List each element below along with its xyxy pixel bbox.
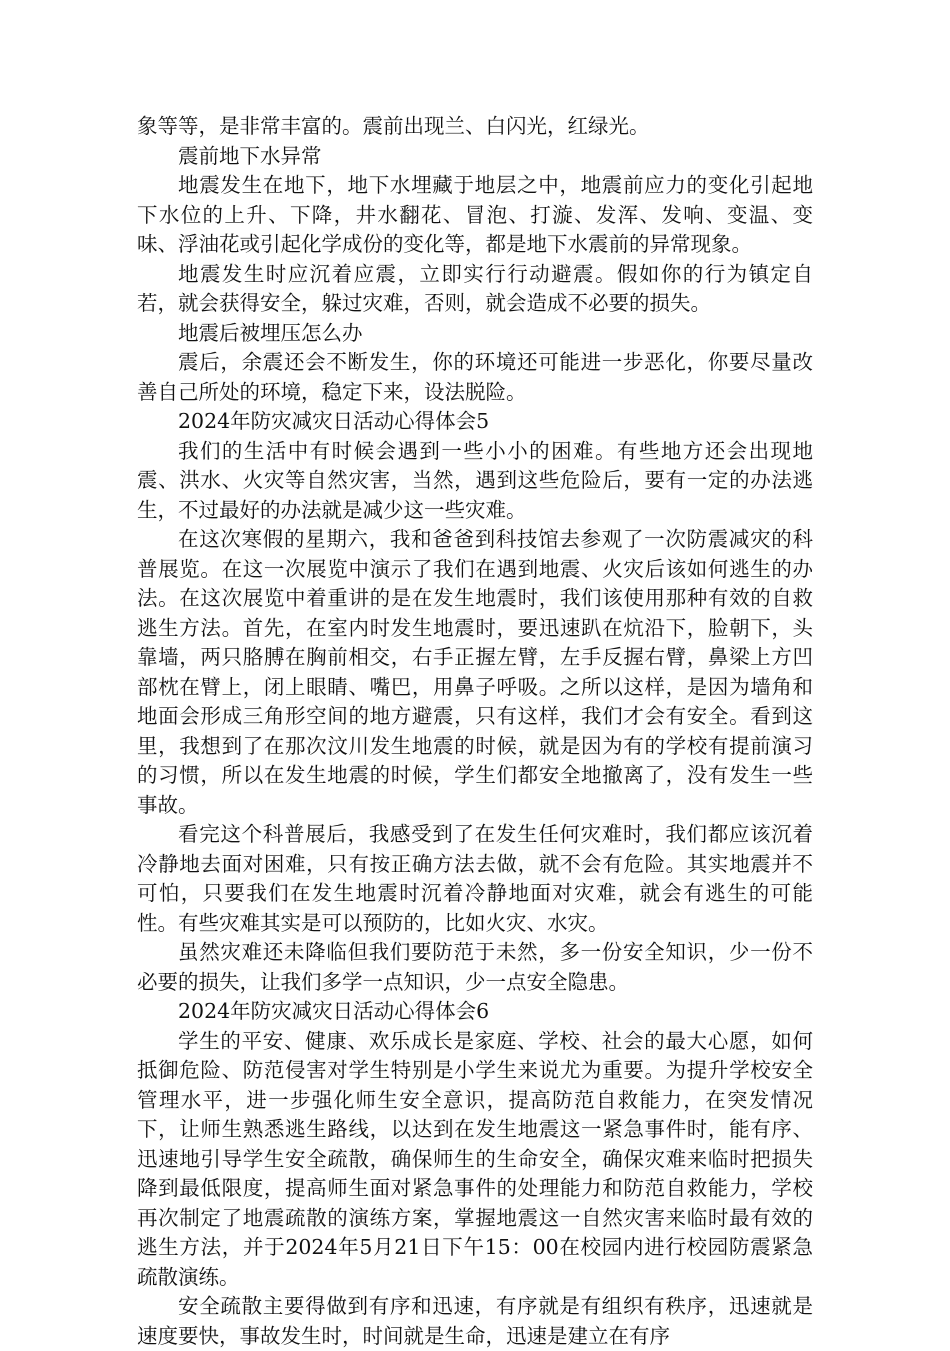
section-heading: 2024年防灾减灾日活动心得体会6 (178, 999, 490, 1023)
section-heading: 地震后被埋压怎么办 (178, 320, 363, 345)
paragraph: 在这次寒假的星期六，我和爸爸到科技馆去参观了一次防震减灾的科普展览。在这一次展览中演示了我们在遇到地震、火灾后该如何逃生的办法。在这次展览中着重讲的是在发生地震时，我们该使用那种有效的自救逃生方法。首先，在室内时发生地震时，要迅速趴在炕沿下，脸朝下，头靠墙，两只胳膊在胸前相交，右手正握左臂，左手反握右臂，鼻梁上方凹部枕在臂上，闭上眼睛、嘴巴，用鼻子呼吸。之所以这样，是因为墙角和地面会形成三角形空间的地方避震，只有这样，我们才会有安全。看到这里，我想到了在那次汶川发生地震的时候，就是因为有的学校有提前演习的习惯，所以在发生地震的时候，学生们都安全地撤离了，没有发生一些事故。 (137, 527, 813, 817)
paragraph: 地震发生时应沉着应震，立即实行行动避震。假如你的行为镇定自若，就会获得安全，躲过灾难，否则，就会造成不必要的损失。 (137, 261, 813, 315)
paragraph: 象等等，是非常丰富的。震前出现兰、白闪光，红绿光。 (137, 114, 650, 138)
paragraph: 震后，余震还会不断发生，你的环境还可能进一步恶化，你要尽量改善自己所处的环境，稳定下来，设法脱险。 (137, 350, 813, 404)
section-heading: 震前地下水异常 (178, 143, 322, 168)
paragraph: 地震发生在地下，地下水埋藏于地层之中，地震前应力的变化引起地下水位的上升、下降，井水翻花、冒泡、打漩、发浑、发响、变温、变味、浮油花或引起化学成份的变化等，都是地下水震前的异常现象。 (137, 173, 813, 256)
paragraph: 我们的生活中有时候会遇到一些小小的困难。有些地方还会出现地震、洪水、火灾等自然灾害，当然，遇到这些危险后，要有一定的办法逃生，不过最好的办法就是减少这一些灾难。 (137, 438, 813, 522)
section-heading: 2024年防灾减灾日活动心得体会5 (178, 409, 490, 433)
document-body (137, 112, 813, 1351)
paragraph: 看完这个科普展后，我感受到了在发生任何灾难时，我们都应该沉着冷静地去面对困难，只有按正确方法去做，就不会有危险。其实地震并不可怕，只要我们在发生地震时沉着冷静地面对灾难，就会有逃生的可能性。有些灾难其实是可以预防的，比如火灾、水灾。 (137, 822, 813, 935)
paragraph: 学生的平安、健康、欢乐成长是家庭、学校、社会的最大心愿，如何抵御危险、防范侵害对学生特别是小学生来说尤为重要。为提升学校安全管理水平，进一步强化师生安全意识，提高防范自救能力，在突发情况下，让师生熟悉逃生路线，以达到在发生地震这一紧急事件时，能有序、迅速地引导学生安全疏散，确保师生的生命安全，确保灾难来临时把损失降到最低限度，提高师生面对紧急事件的处理能力和防范自救能力，学校再次制定了地震疏散的演练方案，掌握地震这一自然灾害来临时最有效的逃生方法，并于2024年5月21日下午15：00在校园内进行校园防震紧急疏散演练。 (137, 1028, 813, 1289)
paragraph: 虽然灾难还未降临但我们要防范于未然，多一份安全知识，少一份不必要的损失，让我们多学一点知识，少一点安全隐患。 (137, 940, 813, 994)
paragraph: 安全疏散主要得做到有序和迅速，有序就是有组织有秩序，迅速就是速度要快，事故发生时，时间就是生命，迅速是建立在有序 (137, 1294, 813, 1348)
